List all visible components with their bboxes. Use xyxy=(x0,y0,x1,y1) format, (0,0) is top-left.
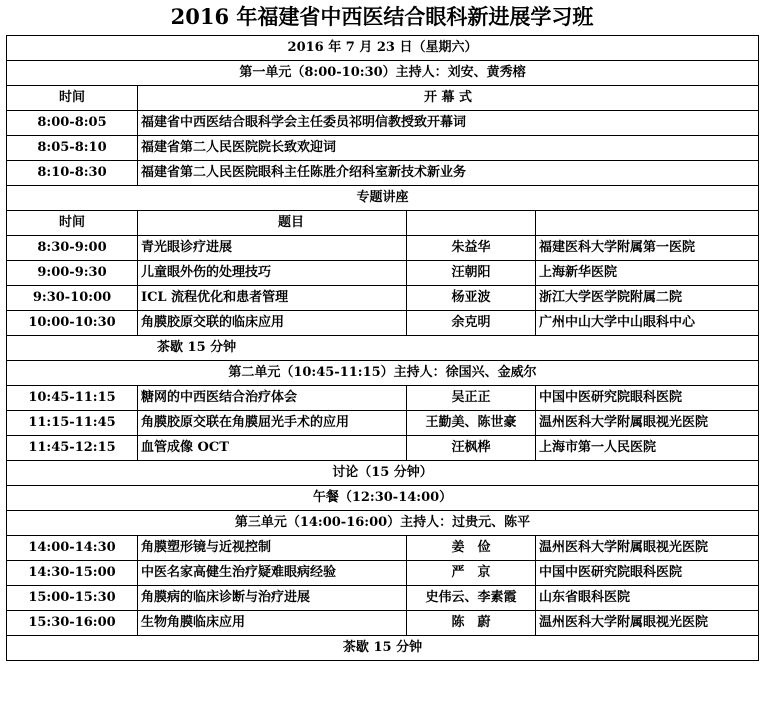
speaker-cell: 汪枫桦 xyxy=(407,436,536,461)
org-cell: 温州医科大学附属眼视光医院 xyxy=(536,536,759,561)
org-cell: 温州医科大学附属眼视光医院 xyxy=(536,411,759,436)
speaker-cell: 朱益华 xyxy=(407,236,536,261)
time-cell: 14:30-15:00 xyxy=(7,561,138,586)
time-cell: 10:45-11:15 xyxy=(7,386,138,411)
discussion-row xyxy=(7,461,759,486)
time-cell: 10:00-10:30 xyxy=(7,311,138,336)
speaker-cell: 严 京 xyxy=(407,561,536,586)
topic-cell: 角膜胶原交联的临床应用 xyxy=(138,311,407,336)
time-cell: 14:00-14:30 xyxy=(7,536,138,561)
time-header: 时间 xyxy=(7,86,138,111)
table-row xyxy=(7,611,759,636)
topic-cell: ICL 流程优化和患者管理 xyxy=(138,286,407,311)
topic-cell: 儿童眼外伤的处理技巧 xyxy=(138,261,407,286)
unit3-heading: 第三单元（14:00-16:00）主持人：过贵元、陈平 xyxy=(7,511,759,536)
table-row xyxy=(7,286,759,311)
time-header: 时间 xyxy=(7,211,138,236)
table-row xyxy=(7,411,759,436)
unit-row xyxy=(7,61,759,86)
lunch-cell: 午餐（12:30-14:00） xyxy=(7,486,759,511)
speaker-cell: 陈 蔚 xyxy=(407,611,536,636)
org-cell: 上海新华医院 xyxy=(536,261,759,286)
speaker-cell: 吴正正 xyxy=(407,386,536,411)
time-cell: 11:45-12:15 xyxy=(7,436,138,461)
page-title: 2016 年福建省中西医结合眼科新进展学习班 xyxy=(170,4,594,29)
speaker-cell: 杨亚波 xyxy=(407,286,536,311)
table-row xyxy=(7,436,759,461)
table-row xyxy=(7,136,759,161)
org-cell: 温州医科大学附属眼视光医院 xyxy=(536,611,759,636)
event-cell: 福建省中西医结合眼科学会主任委员祁明信教授致开幕词 xyxy=(138,111,759,136)
speaker-cell: 王勤美、陈世豪 xyxy=(407,411,536,436)
topic-header: 题目 xyxy=(138,211,407,236)
org-cell: 山东省眼科医院 xyxy=(536,586,759,611)
unit2-heading: 第二单元（10:45-11:15）主持人：徐国兴、金威尔 xyxy=(7,361,759,386)
table-row xyxy=(7,111,759,136)
unit-row xyxy=(7,361,759,386)
time-cell: 8:10-8:30 xyxy=(7,161,138,186)
event-cell: 福建省第二人民医院院长致欢迎词 xyxy=(138,136,759,161)
table-row xyxy=(7,561,759,586)
speaker-cell: 汪朝阳 xyxy=(407,261,536,286)
break-row xyxy=(7,336,759,361)
time-cell: 8:30-9:00 xyxy=(7,236,138,261)
section-row xyxy=(7,186,759,211)
unit1-heading: 第一单元（8:00-10:30）主持人：刘安、黄秀榕 xyxy=(7,61,759,86)
unit-row xyxy=(7,511,759,536)
time-cell: 9:30-10:00 xyxy=(7,286,138,311)
speaker-cell: 姜 俭 xyxy=(407,536,536,561)
org-cell: 上海市第一人民医院 xyxy=(536,436,759,461)
org-cell: 福建医科大学附属第一医院 xyxy=(536,236,759,261)
tea-break-2: 茶歇 15 分钟 xyxy=(7,636,759,661)
table-row xyxy=(7,311,759,336)
org-cell: 中国中医研究院眼科医院 xyxy=(536,561,759,586)
header-row xyxy=(7,211,759,236)
header-row xyxy=(7,86,759,111)
topic-cell: 生物角膜临床应用 xyxy=(138,611,407,636)
opening-header: 开 幕 式 xyxy=(138,86,759,111)
date-row xyxy=(7,36,759,61)
time-cell: 15:30-16:00 xyxy=(7,611,138,636)
speaker-header xyxy=(407,211,536,236)
table-row xyxy=(7,261,759,286)
time-cell: 8:00-8:05 xyxy=(7,111,138,136)
table-row xyxy=(7,386,759,411)
event-cell: 福建省第二人民医院眼科主任陈胜介绍科室新技术新业务 xyxy=(138,161,759,186)
org-cell: 广州中山大学中山眼科中心 xyxy=(536,311,759,336)
schedule-table xyxy=(6,35,759,661)
discussion-cell: 讨论（15 分钟） xyxy=(7,461,759,486)
time-cell: 15:00-15:30 xyxy=(7,586,138,611)
topic-cell: 角膜塑形镜与近视控制 xyxy=(138,536,407,561)
tea-break-1: 茶歇 15 分钟 xyxy=(7,336,759,361)
table-row xyxy=(7,536,759,561)
time-cell: 8:05-8:10 xyxy=(7,136,138,161)
time-cell: 9:00-9:30 xyxy=(7,261,138,286)
topic-cell: 血管成像 OCT xyxy=(138,436,407,461)
lunch-row xyxy=(7,486,759,511)
topic-cell: 青光眼诊疗进展 xyxy=(138,236,407,261)
table-row xyxy=(7,161,759,186)
topic-cell: 角膜病的临床诊断与治疗进展 xyxy=(138,586,407,611)
org-header xyxy=(536,211,759,236)
time-cell: 11:15-11:45 xyxy=(7,411,138,436)
table-row xyxy=(7,586,759,611)
org-cell: 中国中医研究院眼科医院 xyxy=(536,386,759,411)
date-cell: 2016 年 7 月 23 日（星期六） xyxy=(7,36,759,61)
lecture-heading: 专题讲座 xyxy=(7,186,759,211)
topic-cell: 糖网的中西医结合治疗体会 xyxy=(138,386,407,411)
org-cell: 浙江大学医学院附属二院 xyxy=(536,286,759,311)
topic-cell: 中医名家高健生治疗疑难眼病经验 xyxy=(138,561,407,586)
topic-cell: 角膜胶原交联在角膜屈光手术的应用 xyxy=(138,411,407,436)
speaker-cell: 余克明 xyxy=(407,311,536,336)
table-row xyxy=(7,236,759,261)
break-row xyxy=(7,636,759,661)
speaker-cell: 史伟云、李素霞 xyxy=(407,586,536,611)
